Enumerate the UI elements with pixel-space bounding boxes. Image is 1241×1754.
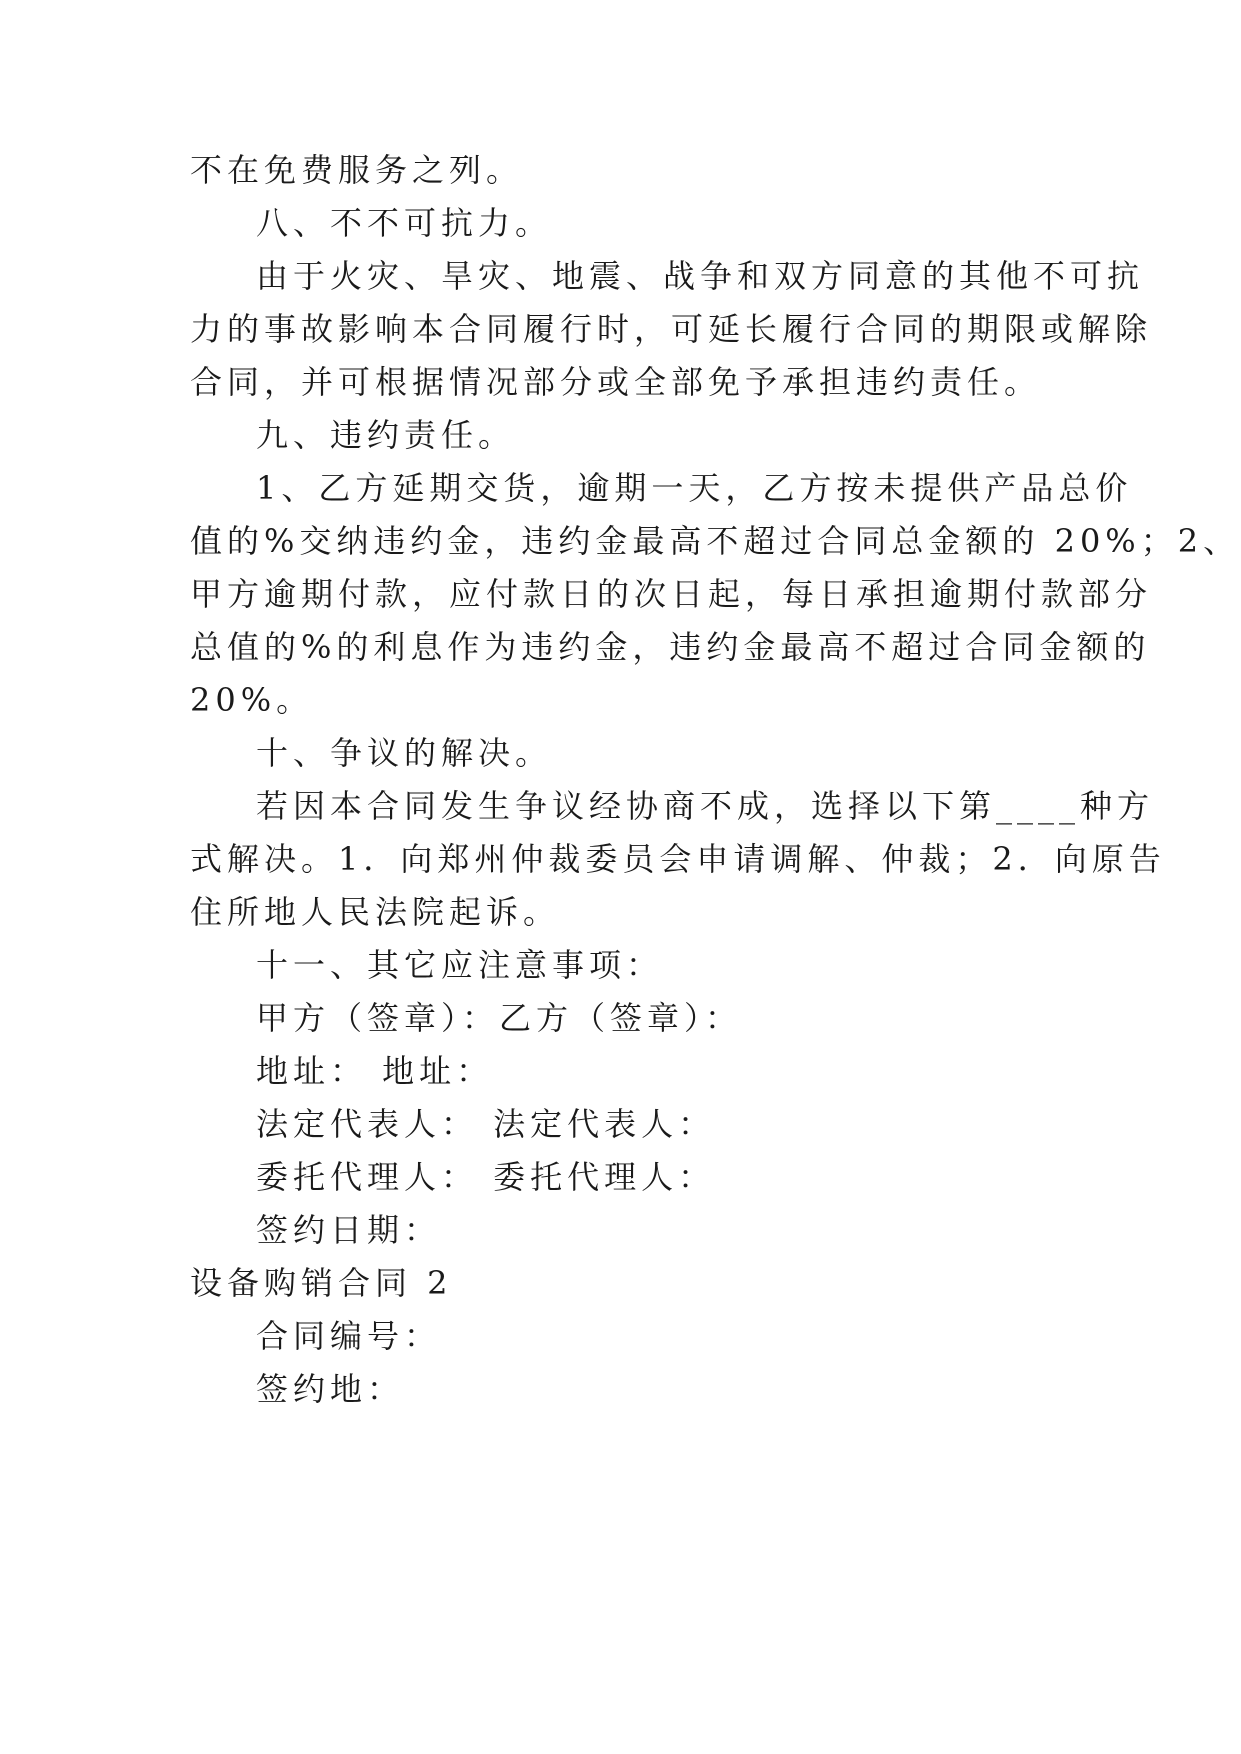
agent-field-line: 委托代理人： 委托代理人： bbox=[256, 1158, 716, 1196]
body-text-line: 合同，并可根据情况部分或全部免予承担违约责任。 bbox=[190, 363, 1042, 401]
signature-field-line: 甲方（签章）：乙方（签章）： bbox=[256, 999, 743, 1037]
body-text-line: 若因本合同发生争议经协商不成，选择以下第____种方 bbox=[256, 787, 1155, 825]
document-title: 设备购销合同 2 bbox=[190, 1264, 453, 1302]
section-heading: 十、争议的解决。 bbox=[256, 734, 553, 772]
legal-representative-field-line: 法定代表人： 法定代表人： bbox=[256, 1105, 716, 1143]
body-text-line: 力的事故影响本合同履行时，可延长履行合同的期限或解除 bbox=[190, 310, 1153, 348]
body-text-line: 住所地人民法院起诉。 bbox=[190, 893, 561, 931]
body-text-line: 不在免费服务之列。 bbox=[190, 151, 524, 189]
body-text-line: 总值的%的利息作为违约金，违约金最高不超过合同金额的 bbox=[190, 628, 1151, 666]
body-text-line: 由于火灾、旱灾、地震、战争和双方同意的其他不可抗 bbox=[256, 257, 1145, 295]
address-field-line: 地址： 地址： bbox=[256, 1052, 494, 1090]
section-heading: 十一、其它应注意事项： bbox=[256, 946, 664, 984]
body-text-line: 甲方逾期付款，应付款日的次日起，每日承担逾期付款部分 bbox=[190, 575, 1153, 613]
section-heading: 九、违约责任。 bbox=[256, 416, 516, 454]
signing-date-field-line: 签约日期： bbox=[256, 1211, 442, 1249]
body-text-line: 20%。 bbox=[190, 681, 314, 719]
body-text-line: 式解决。1．向郑州仲裁委员会申请调解、仲裁；2．向原告 bbox=[190, 840, 1166, 878]
section-heading: 八、不不可抗力。 bbox=[256, 204, 553, 242]
body-text-line: 值的%交纳违约金，违约金最高不超过合同总金额的 20%；2、 bbox=[190, 522, 1241, 560]
body-text-line: 1、乙方延期交货，逾期一天，乙方按未提供产品总价 bbox=[256, 469, 1133, 507]
signing-place-field-line: 签约地： bbox=[256, 1370, 405, 1408]
contract-number-field-line: 合同编号： bbox=[256, 1317, 442, 1355]
